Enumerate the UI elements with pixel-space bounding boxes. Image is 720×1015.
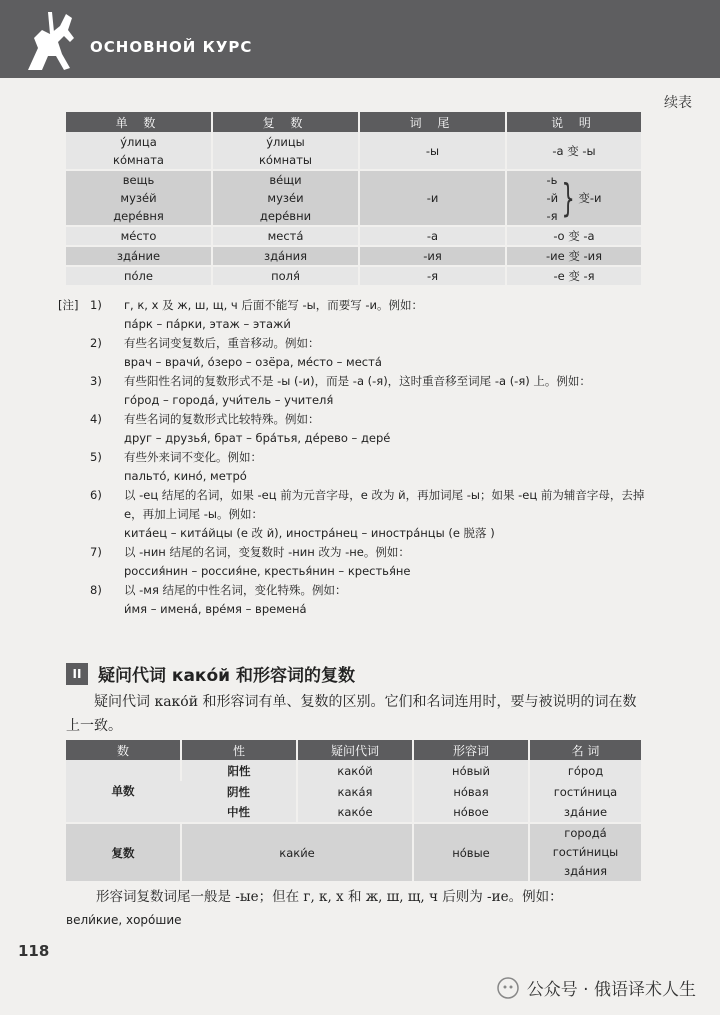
header-cell: 词 尾 [359, 112, 506, 132]
table-row [66, 266, 641, 285]
note-text: 以 -нин 结尾的名词，变复数时 -нин 改为 -не。例如： [124, 545, 410, 559]
ending-cell: -ия [359, 246, 506, 266]
table-header-row [66, 740, 641, 760]
plural-word: дере́вни [259, 209, 312, 223]
plural-word: поля́ [212, 266, 359, 285]
note-ending: -ь [546, 173, 558, 187]
note-example: врач – врачи́, о́зеро – озёра, ме́сто – места́ [124, 355, 382, 369]
note-number: 4) [90, 412, 102, 426]
page-number: 118 [18, 942, 50, 960]
note-ending: -й [546, 191, 559, 205]
adjective-cell: но́вые [413, 823, 529, 881]
note-text: 有些外来词不变化。例如： [124, 450, 262, 464]
number-label: 复数 [66, 823, 181, 881]
ending-rule-example: вели́кие, хоро́шие [66, 913, 182, 927]
table-row [66, 823, 641, 881]
table-row [66, 170, 641, 226]
header-cell: 形容词 [413, 740, 529, 760]
number-label: 单数 [66, 760, 181, 823]
note-item [90, 372, 650, 410]
note-text: 有些名词变复数后，重音移动。例如： [124, 336, 320, 350]
curly-brace-icon: } [561, 176, 575, 220]
noun-word: города́ [564, 826, 607, 840]
note-text: 以 -мя 结尾的中性名词，变化特殊。例如： [124, 583, 347, 597]
note-item [58, 296, 650, 334]
notes-label: [注] [58, 298, 79, 312]
watermark-text: 公众号 · 俄语译术人生 [526, 980, 696, 1000]
note-example: друг – друзья́, брат – бра́тья, де́рево – дере́ [124, 431, 391, 445]
table-header-row [66, 112, 641, 132]
plural-word: ве́щи [269, 173, 302, 187]
note-suffix: 变-и [578, 191, 602, 205]
noun-cell: гости́ница [529, 781, 641, 802]
pronoun-cell: каки́е [181, 823, 413, 881]
singular-word: музе́й [120, 191, 157, 205]
noun-word: зда́ния [563, 864, 608, 878]
note-item [90, 448, 650, 486]
note-cell: -о 变 -а [506, 226, 641, 246]
note-example: го́род – города́, учи́тель – учителя́ [124, 393, 334, 407]
table-row [66, 760, 641, 781]
adjective-cell: но́вое [413, 802, 529, 823]
plural-word: у́лицы [266, 134, 305, 149]
singular-word: зда́ние [66, 246, 212, 266]
note-number: 5) [90, 450, 102, 464]
header-cell: 复 数 [212, 112, 359, 132]
note-ending: -я [546, 209, 558, 223]
notes-list [58, 296, 650, 619]
header-cell: 数 [66, 740, 181, 760]
table-row [66, 132, 641, 170]
header-cell: 单 数 [66, 112, 212, 132]
note-text: 有些阳性名词的复数形式不是 -ы (-и)，而是 -а (-я)，这时重音移至词尾 -а (-я) 上。例如： [124, 374, 591, 388]
singular-word: ко́мната [113, 152, 164, 167]
singular-word: дере́вня [113, 209, 164, 223]
note-item [90, 581, 650, 619]
note-number: 2) [90, 336, 102, 350]
note-cell [506, 170, 641, 226]
adjective-cell: но́вый [413, 760, 529, 781]
pronoun-cell: како́й [297, 760, 413, 781]
watermark [497, 975, 696, 1000]
note-number: 8) [90, 583, 102, 597]
continued-label: 续表 [664, 95, 692, 111]
note-item [90, 410, 650, 448]
note-cell: -а 变 -ы [506, 132, 641, 170]
ending-cell: -я [359, 266, 506, 285]
note-example: россия́нин – россия́не, крестья́нин – крестья́не [124, 564, 411, 578]
note-text: г, к, х 及 ж, ш, щ, ч 后面不能写 -ы，而要写 -и。例如： [124, 298, 423, 312]
singular-word: по́ле [66, 266, 212, 285]
note-number: 1) [90, 298, 102, 312]
intro-paragraph: 疑问代词 како́й 和形容词有单、复数的区别。它们和名词连用时，要与被说明的词在数上一致。 [66, 694, 637, 734]
singular-word: у́лица [120, 134, 157, 149]
note-number: 7) [90, 545, 102, 559]
horse-rider-logo-icon [20, 8, 82, 74]
note-cell: -ие 变 -ия [506, 246, 641, 266]
gender-cell: 阳性 [181, 760, 297, 781]
section-heading [66, 661, 355, 686]
noun-word: гости́ницы [552, 845, 619, 859]
ending-rule-text: 形容词复数词尾一般是 -ые；但在 г, к, х 和 ж, ш, щ, ч 后则为 -ие。例如： [96, 889, 563, 905]
header-cell: 性 [181, 740, 297, 760]
note-text: 有些名词的复数形式比较特殊。例如： [124, 412, 320, 426]
noun-cell: го́род [529, 760, 641, 781]
header-cell: 说 明 [506, 112, 641, 132]
header-cell: 疑问代词 [297, 740, 413, 760]
ending-cell: -и [359, 170, 506, 226]
ending-cell: -а [359, 226, 506, 246]
pronoun-cell: кака́я [297, 781, 413, 802]
singular-word: вещь [122, 173, 155, 187]
note-number: 6) [90, 488, 102, 502]
header-cell: 名 词 [529, 740, 641, 760]
section-title: 疑问代词 како́й 和形容词的复数 [98, 666, 355, 686]
note-item [90, 543, 650, 581]
plural-word: музе́и [267, 191, 304, 205]
note-example: па́рк – па́рки, этаж – этажи́ [124, 317, 291, 331]
note-example: пальто́, кино́, метро́ [124, 469, 247, 483]
course-title: ОСНОВНОЙ КУРС [90, 38, 253, 56]
plural-word: места́ [212, 226, 359, 246]
singular-word: ме́сто [66, 226, 212, 246]
gender-cell: 中性 [181, 802, 297, 823]
plural-endings-table [66, 112, 641, 285]
note-example: и́мя – имена́, вре́мя – времена́ [124, 602, 307, 616]
note-item [90, 334, 650, 372]
ending-cell: -ы [359, 132, 506, 170]
page-header [0, 0, 720, 78]
plural-word: ко́мнаты [258, 152, 312, 167]
table-row [66, 246, 641, 266]
pronoun-adjective-table [66, 740, 641, 881]
table-row [66, 226, 641, 246]
note-item [90, 486, 650, 543]
noun-cell: зда́ние [529, 802, 641, 823]
pronoun-cell: како́е [297, 802, 413, 823]
note-example: кита́ец – кита́йцы (е 改 й), иностра́нец – иностра́нцы (е 脱落 ) [124, 526, 495, 540]
note-text: 以 -ец 结尾的名词，如果 -ец 前为元音字母，е 改为 й，再加词尾 -ы；如果 -ец 前为辅音字母，去掉 е，再加上词尾 -ы。例如： [124, 488, 645, 521]
plural-word: зда́ния [212, 246, 359, 266]
gender-cell: 阴性 [181, 781, 297, 802]
note-cell: -е 变 -я [506, 266, 641, 285]
section-number: II [66, 663, 88, 685]
note-number: 3) [90, 374, 102, 388]
adjective-cell: но́вая [413, 781, 529, 802]
wechat-icon [497, 977, 519, 999]
